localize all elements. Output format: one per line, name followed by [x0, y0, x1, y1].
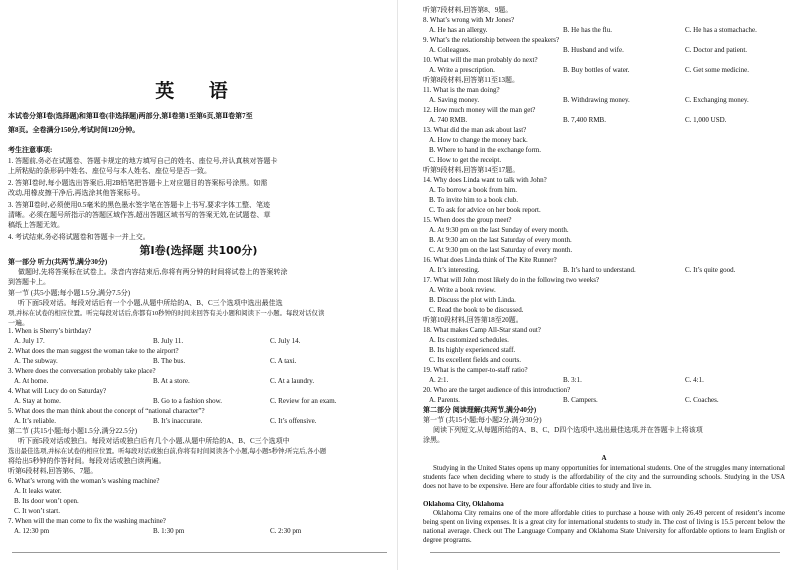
part1-intro: 到答题卡上。	[8, 278, 50, 286]
option-c[interactable]: C. Exchanging money.	[685, 96, 749, 104]
option-b[interactable]: B. The bus.	[153, 357, 186, 365]
option-a[interactable]: A. At home.	[14, 377, 49, 385]
option-b[interactable]: B. Buy bottles of water.	[563, 66, 630, 74]
section1-title: 第Ⅰ卷(选择题 共100分)	[139, 244, 258, 257]
question-stem: 19. What is the camper-to-staff ratio?	[423, 366, 528, 374]
question-stem: 3. Where does the conversation probably take place?	[8, 367, 156, 375]
intro-line: 第8页。全卷满分150分,考试时间120分钟。	[8, 126, 140, 134]
option-c[interactable]: C. 1,000 USD.	[685, 116, 727, 124]
option-b[interactable]: B. Where to hand in the exchange form.	[429, 146, 542, 154]
page-title: 英 语	[155, 80, 242, 102]
question-stem: 13. What did the man ask about last?	[423, 126, 527, 134]
question-stem: 14. Why does Linda want to talk with John?	[423, 176, 547, 184]
city-heading: Oklahoma City, Oklahoma	[423, 500, 504, 508]
listen-instruction: 听第9段材料,回答第14至17题。	[423, 166, 520, 174]
option-c[interactable]: C. At 9:30 pm on the last Saturday of every month.	[429, 246, 573, 254]
option-a[interactable]: A. Stay at home.	[14, 397, 61, 405]
option-b[interactable]: B. 1:30 pm	[153, 527, 185, 535]
option-a[interactable]: A. July 17.	[14, 337, 45, 345]
question-stem: 15. When does the group meet?	[423, 216, 512, 224]
option-b[interactable]: B. At 9:30 am on the last Saturday of every month.	[429, 236, 572, 244]
question-stem: 16. What does Linda think of The Kite Runner?	[423, 256, 557, 264]
option-b[interactable]: B. Its highly experienced staff.	[429, 346, 516, 354]
notes-header: 考生注意事项:	[8, 146, 53, 154]
question-stem: 18. What makes Camp All-Star stand out?	[423, 326, 541, 334]
option-c[interactable]: C. Coaches.	[685, 396, 719, 404]
sec1-header: 第一节 (共5小题;每小题1.5分,满分7.5分)	[8, 289, 131, 297]
note-item: 1. 答题前,务必在试题卷、答题卡规定的地方填写自己的姓名、座位号,并认真核对答题卡	[8, 157, 278, 165]
option-b[interactable]: B. At a store.	[153, 377, 190, 385]
option-c[interactable]: C. Read the book to be discussed.	[429, 306, 524, 314]
sec2-intro: 选出最佳选项,并标在试卷的相应位置。听每段对话或独白前,你将有时间阅读各个小题,每小题5秒钟;听完后,各小题	[8, 448, 327, 455]
part1-intro: 做题时,先将答案标在试卷上。录音内容结束后,你将有两分钟的时间将试卷上的答案转涂	[18, 268, 288, 276]
option-c[interactable]: C. 4:1.	[685, 376, 704, 384]
option-c[interactable]: C. Review for an exam.	[270, 397, 337, 405]
passage-paragraph: Studying in the United States opens up many opportunities for international students. One of the struggles many international students face when deciding where to study is the affordability of the city and the surrounding schools. Studying in the USA does not have to be expensive. Here are four affordable cities to study and live in.	[423, 464, 785, 490]
question-stem: 4. What will Lucy do on Saturday?	[8, 387, 107, 395]
sec1-intro: 项,并标在试卷的相应位置。听完每段对话后,你都有10秒钟的时间来回答有关小题和阅读下一小题。每段对话仅读	[8, 310, 325, 317]
option-a[interactable]: A. 740 RMB.	[429, 116, 468, 124]
listen-instruction: 听第10段材料,回答第18至20题。	[423, 316, 523, 324]
passage-label: A	[601, 454, 607, 462]
note-item: 清晰。必须在题号所指示的答题区域作答,超出答题区域书写的答案无效,在试题卷、草	[8, 211, 271, 219]
question-stem: 6. What’s wrong with the woman’s washing machine?	[8, 477, 160, 485]
page-bottom-rule	[12, 552, 387, 553]
question-stem: 10. What will the man probably do next?	[423, 56, 538, 64]
question-stem: 12. How much money will the man get?	[423, 106, 536, 114]
page-bottom-rule	[430, 552, 780, 553]
option-c[interactable]: C. To ask for advice on her book report.	[429, 206, 541, 214]
option-a[interactable]: A. It leaks water.	[14, 487, 62, 495]
option-b[interactable]: B. To invite him to a book club.	[429, 196, 519, 204]
option-a[interactable]: A. He has an allergy.	[429, 26, 488, 34]
option-c[interactable]: C. Get some medicine.	[685, 66, 749, 74]
option-a[interactable]: A. At 9:30 pm on the last Sunday of every month.	[429, 226, 569, 234]
option-c[interactable]: C. It won’t start.	[14, 507, 60, 515]
question-stem: 1. When is Sherry’s birthday?	[8, 327, 92, 335]
option-c[interactable]: C. Its excellent fields and courts.	[429, 356, 521, 364]
question-stem: 2. What does the man suggest the woman take to the airport?	[8, 347, 179, 355]
note-item: 4. 考试结束,务必将试题卷和答题卡一并上交。	[8, 233, 150, 241]
sec1-intro: 一遍。	[8, 319, 29, 327]
part1-header: 第一部分 听力(共两节,满分30分)	[8, 258, 108, 266]
sec2-intro: 将给出5秒钟的作答时间。每段对话或独白读两遍。	[8, 457, 166, 465]
option-b[interactable]: B. 3:1.	[563, 376, 582, 384]
option-c[interactable]: C. July 14.	[270, 337, 301, 345]
note-item: 稿纸上答题无效。	[8, 221, 64, 229]
sec1-intro: 听下面5段对话。每段对话后有一个小题,从题中所给的A、B、C三个选项中选出最佳选	[18, 299, 283, 307]
listen-instruction: 听第8段材料,回答第11至13题。	[423, 76, 519, 84]
note-item: 改动,用橡皮擦干净后,再选涂其他答案标号。	[8, 189, 145, 197]
listen-instruction: 听第7段材料,回答第8、9题。	[423, 6, 513, 14]
option-a[interactable]: A. Colleagues.	[429, 46, 471, 54]
option-a[interactable]: A. It’s reliable.	[14, 417, 56, 425]
option-b[interactable]: B. Withdrawing money.	[563, 96, 630, 104]
question-stem: 9. What’s the relationship between the speakers?	[423, 36, 560, 44]
part2-intro: 涂黑。	[423, 436, 444, 444]
question-stem: 17. What will John most likely do in the following two weeks?	[423, 276, 600, 284]
option-b[interactable]: B. Husband and wife.	[563, 46, 624, 54]
intro-line: 本试卷分第Ⅰ卷(选择题)和第Ⅱ卷(非选择题)两部分,第Ⅰ卷第1至第6页,第Ⅱ卷第7至	[8, 112, 253, 120]
option-b[interactable]: B. Go to a fashion show.	[153, 397, 222, 405]
option-b[interactable]: B. July 11.	[153, 337, 184, 345]
passage-paragraph: Oklahoma City remains one of the more affordable cities to purchase a house with only 26.49 percent of resident’s income being spent on living expenses. It is a great city for international students to study in. The cost of living is 15.5 percent below the national average. Check out The Language Company and Oklahoma State University for affordable options to learn English or degree programs.	[423, 509, 785, 544]
option-a[interactable]: A. Write a book review.	[429, 286, 496, 294]
option-a[interactable]: A. To borrow a book from him.	[429, 186, 518, 194]
question-stem: 11. What is the man doing?	[423, 86, 500, 94]
option-c[interactable]: C. It’s offensive.	[270, 417, 317, 425]
sec2-header: 第二节 (共15小题;每小题1.5分,满分22.5分)	[8, 427, 138, 435]
option-b[interactable]: B. Campers.	[563, 396, 598, 404]
option-a[interactable]: A. It’s interesting.	[429, 266, 480, 274]
option-c[interactable]: C. How to get the receipt.	[429, 156, 502, 164]
part2-sec1: 第一节 (共15小题;每小题2分,满分30分)	[423, 416, 542, 424]
note-item: 3. 答第Ⅱ卷时,必须使用0.5毫米的黑色墨水签字笔在答题卡上书写,要求字体工整、笔迹	[8, 201, 271, 209]
question-stem: 8. What’s wrong with Mr Jones?	[423, 16, 515, 24]
option-a[interactable]: A. 12:30 pm	[14, 527, 50, 535]
page-divider	[397, 0, 398, 570]
part2-header: 第二部分 阅读理解(共两节,满分40分)	[423, 406, 537, 414]
option-c[interactable]: C. At a laundry.	[270, 377, 315, 385]
option-b[interactable]: B. Discuss the plot with Linda.	[429, 296, 516, 304]
question-stem: 7. When will the man come to fix the washing machine?	[8, 517, 166, 525]
option-c[interactable]: C. 2:30 pm	[270, 527, 302, 535]
option-c[interactable]: C. He has a stomachache.	[685, 26, 757, 34]
sec2-intro: 听下面5段对话或独白。每段对话或独白后有几个小题,从题中所给的A、B、C三个选项中	[18, 437, 290, 445]
option-b[interactable]: B. It’s inaccurate.	[153, 417, 203, 425]
option-c[interactable]: C. A taxi.	[270, 357, 297, 365]
option-c[interactable]: C. Doctor and patient.	[685, 46, 748, 54]
option-a[interactable]: A. How to change the money back.	[429, 136, 528, 144]
listen-instruction: 听第6段材料,回答第6、7题。	[8, 467, 98, 475]
option-a[interactable]: A. 2:1.	[429, 376, 449, 384]
question-stem: 20. Who are the target audience of this introduction?	[423, 386, 571, 394]
option-a[interactable]: A. Write a prescription.	[429, 66, 495, 74]
option-a[interactable]: A. Its customized schedules.	[429, 336, 509, 344]
question-stem: 5. What does the man think about the concept of “national character”?	[8, 407, 205, 415]
note-item: 上所粘贴的条形码中姓名、座位号与本人姓名、座位号是否一致。	[8, 167, 211, 175]
option-b[interactable]: B. It’s hard to understand.	[563, 266, 636, 274]
option-a[interactable]: A. The subway.	[14, 357, 58, 365]
part2-intro: 阅读下列短文,从每题所给的A、B、C、D四个选项中,选出最佳选项,并在答题卡上将该项	[433, 426, 703, 434]
option-c[interactable]: C. It’s quite good.	[685, 266, 736, 274]
option-a[interactable]: A. Parents.	[429, 396, 460, 404]
note-item: 2. 答第Ⅰ卷时,每小题选出答案后,用2B铅笔把答题卡上对应题目的答案标号涂黑。如需	[8, 179, 268, 187]
option-b[interactable]: B. He has the flu.	[563, 26, 612, 34]
option-a[interactable]: A. Saving money.	[429, 96, 480, 104]
option-b[interactable]: B. Its door won’t open.	[14, 497, 79, 505]
option-b[interactable]: B. 7,400 RMB.	[563, 116, 606, 124]
